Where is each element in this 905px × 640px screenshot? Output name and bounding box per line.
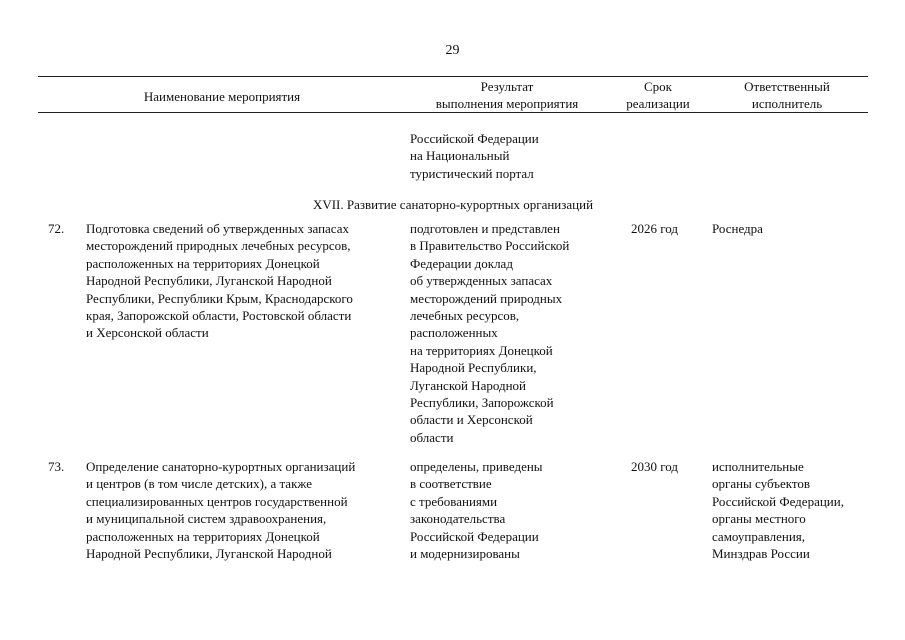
row-responsible	[712, 458, 844, 562]
text-line: туристический портал	[410, 165, 534, 181]
row-result	[410, 458, 543, 562]
text-line: специализированных центров государственной	[86, 493, 348, 509]
row-result	[410, 220, 569, 446]
text-line: расположенных на территориях Донецкой	[86, 255, 320, 271]
text-line: Республики, Запорожской	[410, 395, 554, 411]
header-responsible-line: исполнитель	[751, 96, 823, 112]
text-line: расположенных на территориях Донецкой	[86, 528, 320, 544]
continuation-result	[410, 130, 539, 182]
text-line: исполнительные	[712, 459, 804, 474]
text-line: Федерации доклад	[410, 255, 513, 271]
text-line: в Правительство Российской	[410, 238, 570, 254]
text-line: Определение санаторно-курортных организаций	[86, 459, 356, 474]
text-line: Республики, Республики Крым, Краснодарского	[86, 290, 353, 306]
text-line: подготовлен и представлен	[410, 221, 560, 236]
text-line: определены, приведены	[410, 459, 543, 474]
header-deadline-line: Срок	[644, 79, 672, 94]
text-line: и центров (в том числе детских), а также	[86, 476, 312, 492]
text-line: месторождений природных лечебных ресурсов,	[86, 238, 351, 254]
text-line: на территориях Донецкой	[410, 342, 553, 358]
text-line: области и Херсонской	[410, 412, 533, 428]
text-line: края, Запорожской области, Ростовской области	[86, 308, 352, 324]
row-deadline: 2030 год	[631, 459, 678, 474]
row-name	[86, 220, 353, 342]
text-line: самоуправления,	[712, 528, 806, 544]
row-number: 73.	[48, 459, 65, 474]
text-line: Роснедра	[712, 221, 763, 236]
row-name	[86, 458, 355, 562]
text-line: месторождений природных	[410, 290, 563, 306]
text-line: Российской Федерации,	[712, 493, 844, 509]
header-responsible-line: Ответственный	[744, 79, 830, 94]
text-line: Луганской Народной	[410, 377, 526, 393]
text-line: Подготовка сведений об утвержденных запасах	[86, 221, 349, 236]
text-line: в соответствие	[410, 476, 492, 492]
header-result-line: Результат	[480, 79, 534, 94]
text-line: Народной Республики, Луганской Народной	[86, 546, 332, 562]
header-deadline	[612, 78, 704, 113]
header-result-line: выполнения мероприятия	[435, 96, 579, 112]
header-top-rule	[38, 76, 868, 77]
page-number: 29	[445, 43, 460, 58]
text-line: об утвержденных запасах	[410, 273, 553, 289]
text-line: и Херсонской области	[86, 325, 209, 341]
text-line: с требованиями	[410, 493, 498, 509]
header-name: Наименование мероприятия	[143, 89, 301, 104]
text-line: Российской Федерации	[410, 528, 539, 544]
header-deadline-line: реализации	[626, 96, 690, 112]
text-line: на Национальный	[410, 148, 510, 164]
row-deadline: 2026 год	[631, 221, 678, 236]
text-line: законодательства	[410, 511, 506, 527]
text-line: Народной Республики,	[410, 360, 537, 376]
text-line: и муниципальной систем здравоохранения,	[86, 511, 327, 527]
text-line: области	[410, 429, 454, 445]
section-title: XVII. Развитие санаторно-курортных организаций	[312, 197, 594, 212]
text-line: расположенных	[410, 325, 498, 341]
text-line: Российской Федерации	[410, 131, 539, 146]
text-line: лечебных ресурсов,	[410, 308, 520, 324]
text-line: Народной Республики, Луганской Народной	[86, 273, 332, 289]
row-responsible	[712, 220, 763, 237]
text-line: Минздрав России	[712, 546, 810, 562]
header-result	[406, 78, 608, 113]
header-responsible	[706, 78, 868, 113]
text-line: органы местного	[712, 511, 806, 527]
text-line: органы субъектов	[712, 476, 811, 492]
row-number: 72.	[48, 221, 65, 236]
text-line: и модернизированы	[410, 546, 520, 562]
